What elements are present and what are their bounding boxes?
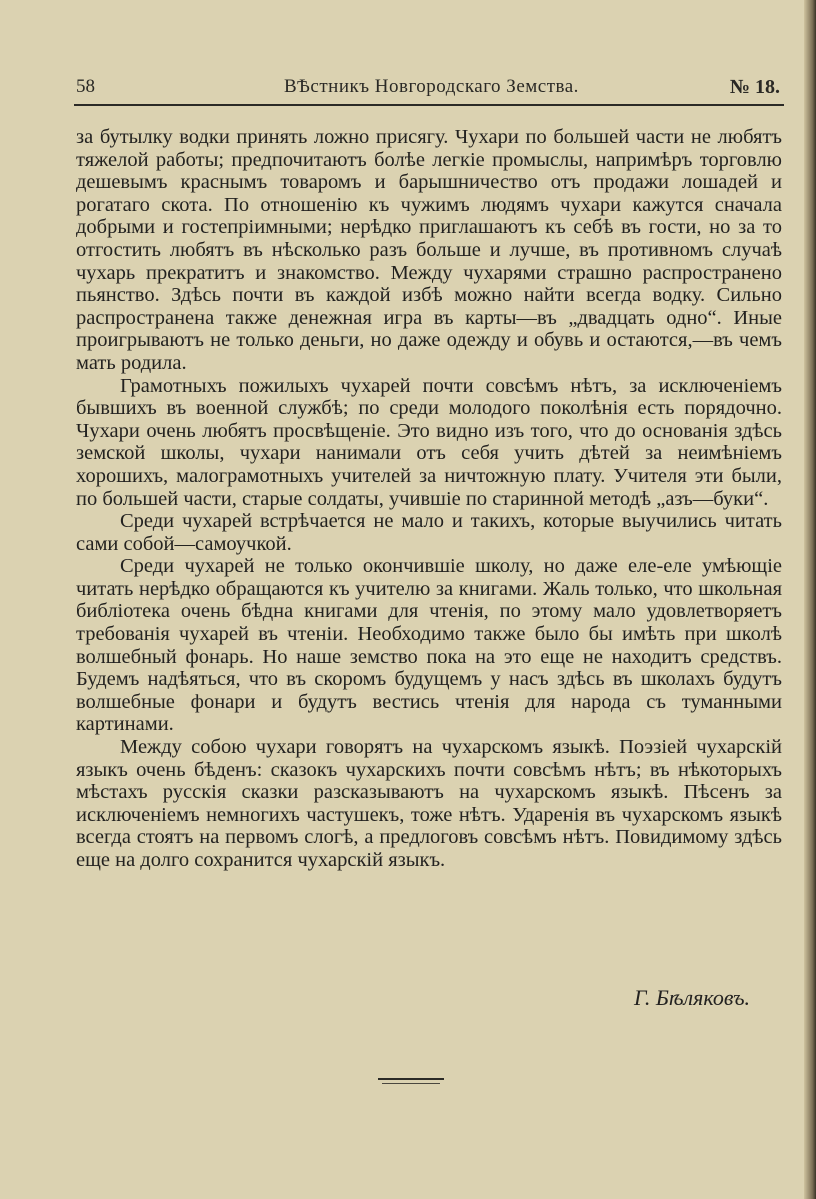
journal-title: ВѢстникъ Новгородскаго Земства. bbox=[284, 76, 579, 97]
page-number: 58 bbox=[76, 76, 95, 97]
author-signature: Г. Бѣляковъ. bbox=[634, 985, 750, 1010]
paragraph-1: за бутылку водки принять ложно присягу. Чухари по большей части не любятъ тяжелой работы; предпочитаютъ болѣе легкіе промыслы, напримѣръ торговлю дешевымъ краснымъ товаромъ и барышничество отъ продажи лошадей и рогатаго скота. По отношенію къ чужимъ людямъ чухари кажутся сначала добрыми и гостепріимными; нерѣдко приглашаютъ къ себѣ въ гости, но за то отгостить любятъ въ нѣсколько разъ больше и лучше, въ противномъ случаѣ чухарь прекратитъ и знакомство. Между чухарями страшно распространено пьянство. Здѣсь почти въ каждой избѣ можно найти всегда водку. Сильно распространена также денежная игра въ карты—въ „двадцать одно“. Иные проигрываютъ не только деньги, но даже одежду и обувь и остаются,—въ чемъ мать родила. bbox=[76, 126, 782, 374]
section-divider-bottom bbox=[382, 1083, 440, 1084]
paragraph-3: Среди чухарей встрѣчается не мало и такихъ, которые выучились читать сами собой—самоучкой. bbox=[76, 510, 782, 555]
page-edge-shadow bbox=[804, 0, 816, 1199]
paragraph-2: Грамотныхъ пожилыхъ чухарей почти совсѣмъ нѣтъ, за исключеніемъ бывшихъ въ военной службѣ; по среди молодого поколѣнія есть порядочно. Чухари очень любятъ просвѣщеніе. Это видно изъ того, что до основанія здѣсь земской школы, чухари нанимали отъ себя учить дѣтей за неимѣніемъ хорошихъ, малограмотныхъ учителей за ничтожную плату. Учителя эти были, по большей части, старые солдаты, учившіе по старинной методѣ „азъ—буки“. bbox=[76, 374, 782, 510]
paragraph-5: Между собою чухари говорятъ на чухарскомъ языкѣ. Поэзіей чухарскій языкъ очень бѣденъ: сказокъ чухарскихъ почти совсѣмъ нѣтъ; въ нѣкоторыхъ мѣстахъ русскія сказки разсказываютъ на чухарскомъ языкѣ. Пѣсенъ за исключеніемъ немногихъ частушекъ, тоже нѣтъ. Ударенія въ чухарскомъ языкѣ всегда стоятъ на первомъ слогѣ, а предлоговъ совсѣмъ нѣтъ. Повидимому здѣсь еще на долго сохранится чухарскій языкъ. bbox=[76, 736, 782, 871]
paragraph-4: Среди чухарей не только окончившіе школу, но даже еле-еле умѣющіе читать нерѣдко обращаются къ учителю за книгами. Жаль только, что школьная библіотека очень бѣдна книгами для чтенія, по этому мало удовлетворяетъ требованія чухарей въ чтеніи. Необходимо также было бы имѣть при школѣ волшебный фонарь. Но наше земство пока на это еще не находитъ средствъ. Будемъ надѣяться, что въ скоромъ будущемъ у насъ здѣсь въ школахъ будутъ волшебные фонари и будутъ вестись чтенія для народа съ туманными картинами. bbox=[76, 555, 782, 736]
running-header bbox=[74, 74, 784, 106]
section-divider-top bbox=[378, 1078, 444, 1080]
issue-number: № 18. bbox=[729, 76, 780, 98]
article-body bbox=[76, 126, 782, 872]
